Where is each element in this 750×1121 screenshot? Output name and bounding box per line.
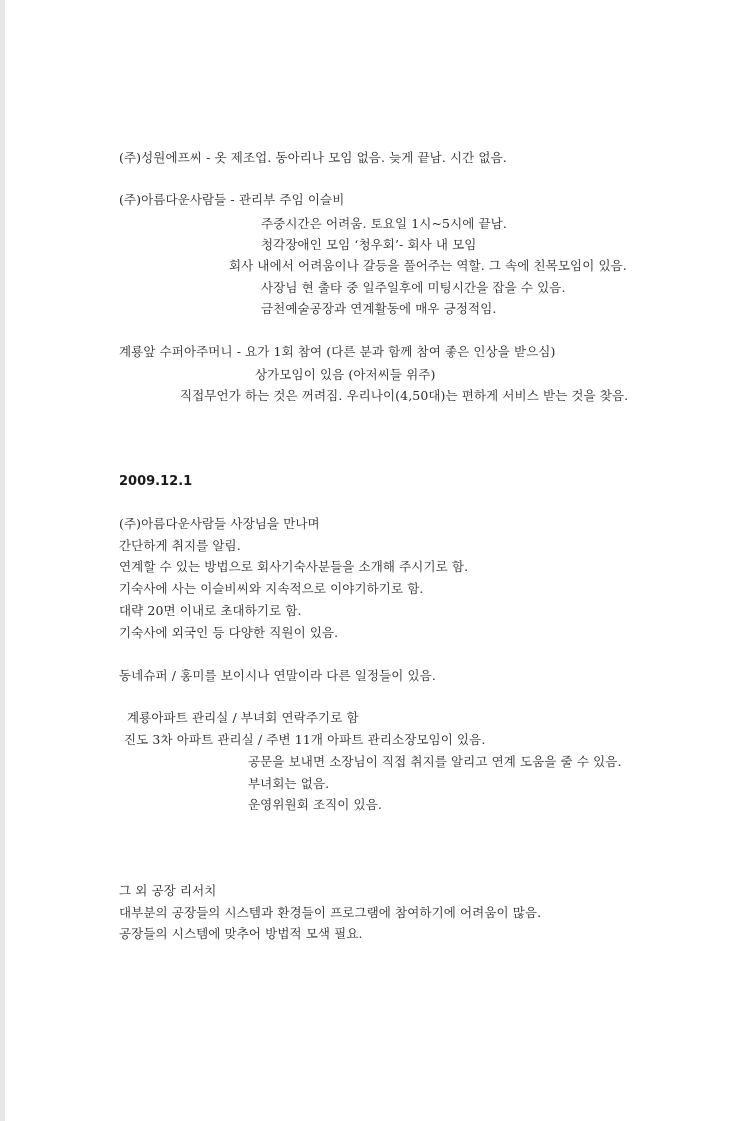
meeting-line: 대략 20면 이내로 초대하기로 함. [119,603,302,618]
note-supermom-title: 계룡앞 수퍼아주머니 - 요가 1회 참여 (다른 분과 함께 참여 좋은 인상을 받으심) [119,344,556,359]
note-areumdaun-title: (주)아름다운사람들 - 관리부 주임 이슬비 [119,192,345,207]
note-areumdaun-line: 회사 내에서 어려움이나 갈등을 풀어주는 역할. 그 속에 친목모임이 있음. [229,258,627,273]
meeting-line: 기숙사에 사는 이슬비씨와 지속적으로 이야기하기로 함. [119,581,424,596]
page-left-edge [0,0,5,1121]
note-supermom-line: 상가모임이 있음 (아저씨들 위주) [255,367,436,382]
apt-sub-line: 운영위원회 조직이 있음. [248,797,382,812]
note-areumdaun-line: 주중시간은 어려움. 토요일 1시~5시에 끝남. [261,216,507,231]
apt-line: 진도 3차 아파트 관리실 / 주변 11개 아파트 관리소장모임이 있음. [124,732,486,747]
note-seongwon: (주)성원에프씨 - 옷 제조업. 동아리나 모임 없음. 늦게 끝남. 시간 없음. [119,150,507,165]
factory-line: 대부분의 공장들의 시스템과 환경들이 프로그램에 참여하기에 어려움이 많음. [119,905,542,920]
factory-line: 그 외 공장 리서치 [119,883,217,898]
note-supermom-line: 직접무언가 하는 것은 꺼려짐. 우리나이(4,50대)는 편하게 서비스 받는 것을 찾음. [180,388,629,403]
apt-sub-line: 공문을 보내면 소장님이 직접 취지를 알리고 연계 도움을 줄 수 있음. [248,754,622,769]
apt-line: 계룡아파트 관리실 / 부녀회 연락주기로 함 [127,710,359,725]
note-dongne-super: 동네슈퍼 / 홍미를 보이시나 연말이라 다른 일정들이 있음. [119,668,436,683]
apt-sub-line: 부녀회는 없음. [248,776,330,791]
meeting-line: 연계할 수 있는 방법으로 회사기숙사분들을 소개해 주시기로 함. [119,559,469,574]
factory-line: 공장들의 시스템에 맞추어 방법적 모색 필요. [119,926,363,941]
note-areumdaun-line: 사장님 현 출타 중 일주일후에 미팅시간을 잡을 수 있음. [261,280,566,295]
note-areumdaun-line: 청각장애인 모임 ‘청우회’- 회사 내 모임 [261,237,477,252]
note-areumdaun-line: 금천예술공장과 연계활동에 매우 긍정적임. [261,301,497,316]
meeting-line: (주)아름다운사람들 사장님을 만나며 [119,516,320,531]
meeting-line: 기숙사에 외국인 등 다양한 직원이 있음. [119,625,339,640]
meeting-line: 간단하게 취지를 알림. [119,538,241,553]
date-heading: 2009.12.1 [119,474,193,489]
